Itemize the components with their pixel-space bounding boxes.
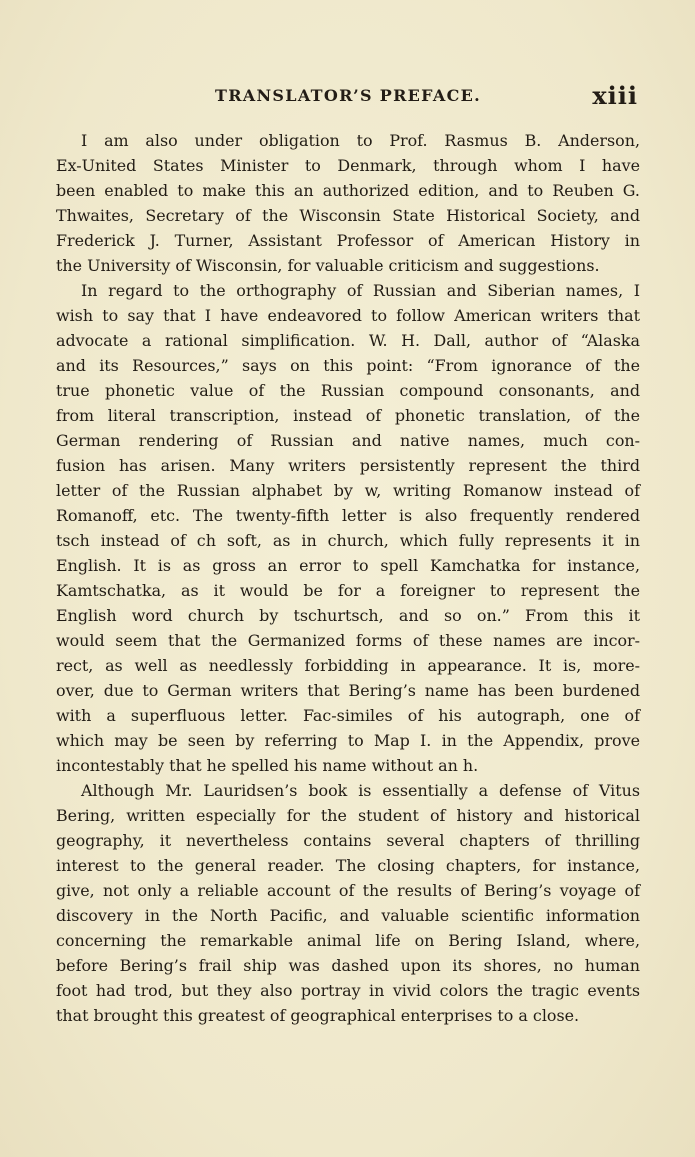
text-line: rect, as well as needlessly forbidding in appearance. It is, more-	[56, 656, 640, 675]
text-line: discovery in the North Pacific, and valuable scientific information	[56, 906, 640, 925]
text-line: from literal transcription, instead of phonetic translation, of the	[56, 406, 640, 425]
page-header	[58, 81, 638, 110]
text-line: with a superfluous letter. Fac-similes of his autograph, one of	[56, 706, 640, 725]
text-line: that brought this greatest of geographical enterprises to a close.	[56, 1006, 580, 1025]
text-line: Bering, written especially for the student of history and historical	[56, 806, 640, 825]
text-line: I am also under obligation to Prof. Rasmus B. Anderson,	[81, 131, 640, 150]
text-line: Romanoff, etc. The twenty-fifth letter is also frequently rendered	[56, 506, 640, 525]
text-line: English. It is as gross an error to spell Kamchatka for instance,	[56, 556, 640, 575]
text-line: true phonetic value of the Russian compound consonants, and	[56, 381, 640, 400]
text-line: geography, it nevertheless contains several chapters of thrilling	[56, 831, 640, 850]
text-line: would seem that the Germanized forms of these names are incor-	[56, 631, 640, 650]
text-line: Ex-United States Minister to Denmark, through whom I have	[56, 156, 640, 175]
page-number: xiii	[592, 81, 638, 110]
text-line: tsch instead of ch soft, as in church, which fully represents it in	[56, 531, 640, 550]
text-line: the University of Wisconsin, for valuable criticism and suggestions.	[56, 256, 600, 275]
text-line: fusion has arisen. Many writers persistently represent the third	[56, 456, 640, 475]
text-line: letter of the Russian alphabet by w, writing Romanow instead of	[56, 481, 640, 500]
text-line: wish to say that I have endeavored to follow American writers that	[56, 306, 640, 325]
text-line: Although Mr. Lauridsen’s book is essentially a defense of Vitus	[81, 781, 640, 800]
text-line: English word church by tschurtsch, and so on.” From this it	[56, 606, 640, 625]
text-line: foot had trod, but they also portray in vivid colors the tragic events	[56, 981, 640, 1000]
text-line: over, due to German writers that Bering’s name has been burdened	[56, 681, 640, 700]
running-title: TRANSLATOR’S PREFACE.	[214, 86, 481, 105]
text-line: which may be seen by referring to Map I. in the Appendix, prove	[56, 731, 640, 750]
text-line: give, not only a reliable account of the results of Bering’s voyage of	[56, 881, 640, 900]
text-line: Thwaites, Secretary of the Wisconsin State Historical Society, and	[56, 206, 640, 225]
text-line: before Bering’s frail ship was dashed upon its shores, no human	[56, 956, 640, 975]
text-line: In regard to the orthography of Russian and Siberian names, I	[81, 281, 640, 300]
text-line: Frederick J. Turner, Assistant Professor of American History in	[56, 231, 640, 250]
text-line: concerning the remarkable animal life on Bering Island, where,	[56, 931, 640, 950]
text-line: Kamtschatka, as it would be for a foreigner to represent the	[56, 581, 640, 600]
text-line: been enabled to make this an authorized edition, and to Reuben G.	[56, 181, 640, 200]
text-line: and its Resources,” says on this point: “From ignorance of the	[56, 356, 640, 375]
text-line: advocate a rational simplification. W. H. Dall, author of “Alaska	[56, 331, 640, 350]
text-line: German rendering of Russian and native names, much con-	[56, 431, 640, 450]
text-line: incontestably that he spelled his name without an h.	[56, 756, 479, 775]
text-line: interest to the general reader. The closing chapters, for instance,	[56, 856, 640, 875]
body-text	[56, 128, 640, 1028]
